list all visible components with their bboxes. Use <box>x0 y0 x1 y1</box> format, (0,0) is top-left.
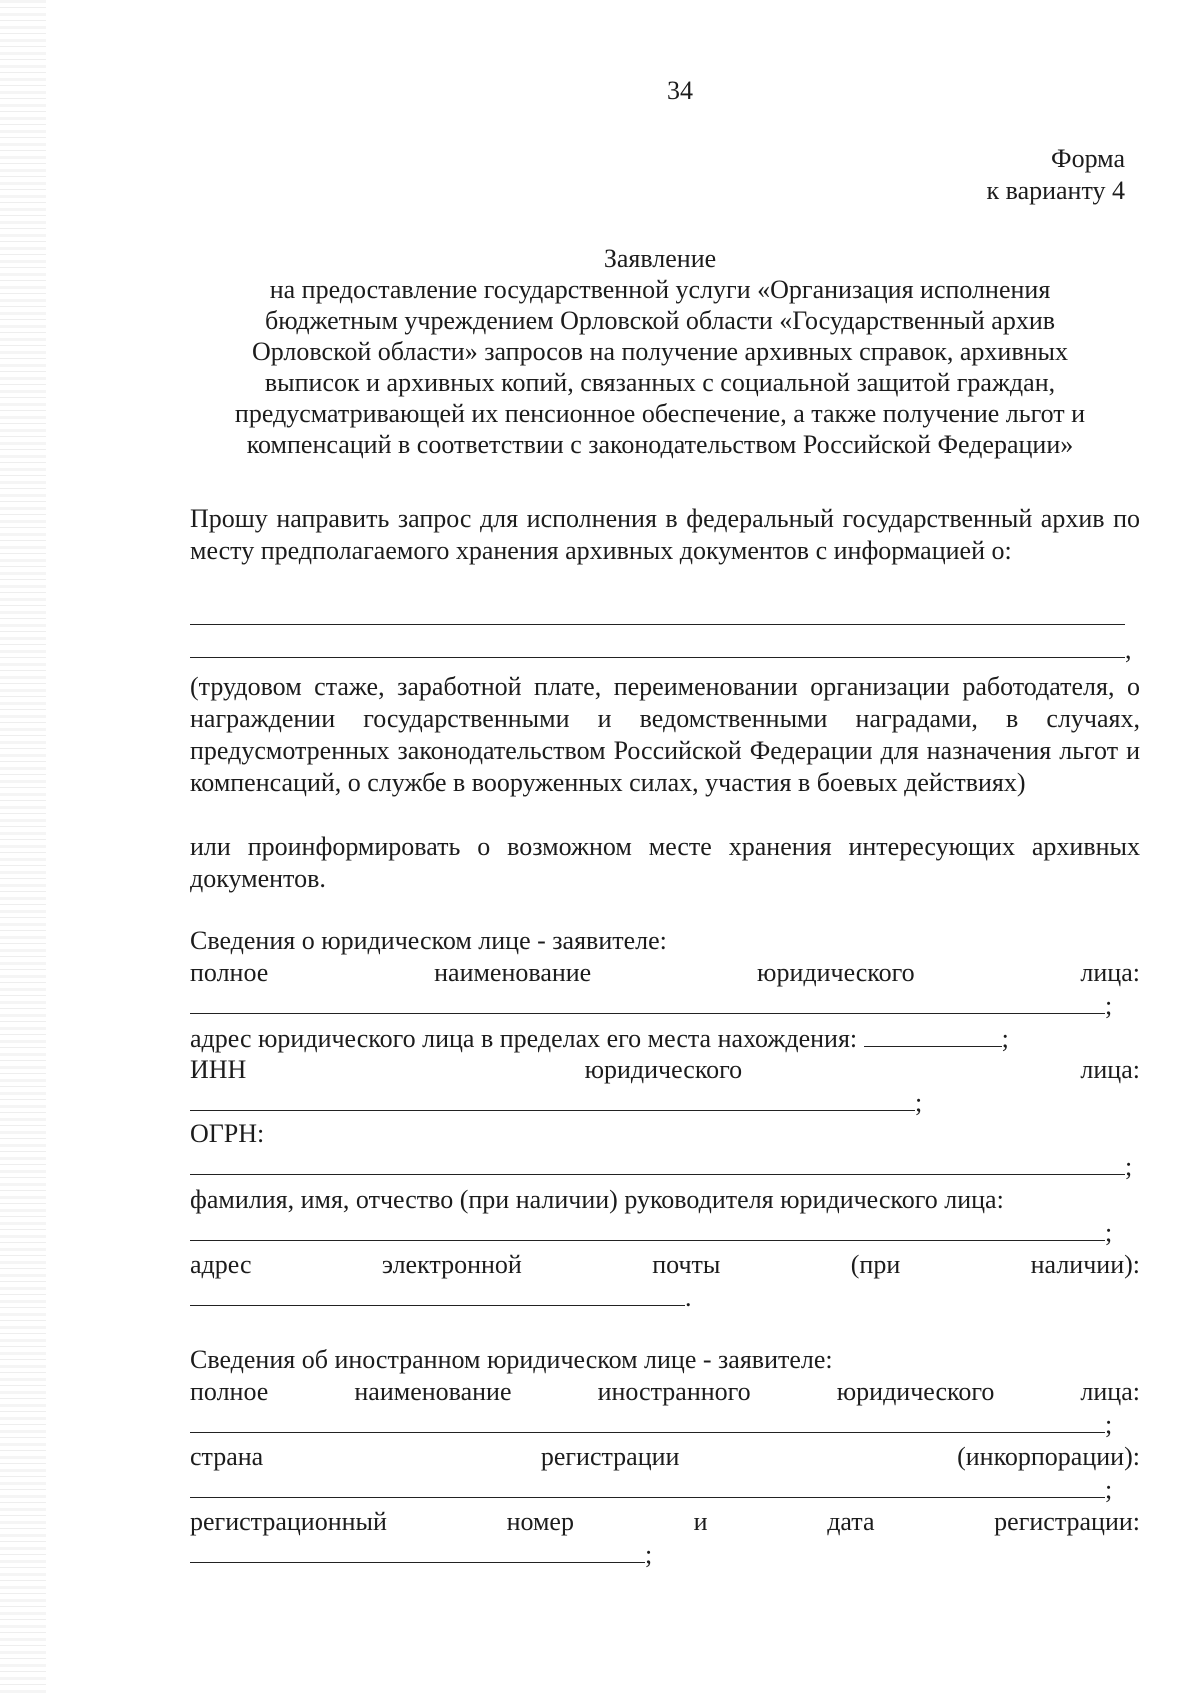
heading-line: выписок и архивных копий, связанных с социальной защитой граждан, <box>264 368 1056 397</box>
info-blank-line-1[interactable] <box>190 600 1125 632</box>
foreign-entity-reg-field[interactable]: ; <box>190 1538 652 1570</box>
heading-line: Орловской области» запросов на получение архивных справок, архивных <box>252 337 1068 366</box>
document-heading <box>180 243 1140 460</box>
form-label <box>987 143 1126 207</box>
details-paragraph: (трудовом стаже, заработной плате, переименовании организации работодателя, о награждении государственными и ведомственными наградами, в случаях, предусмотренных законодательством Российской Федерации для назначения льгот и компенсаций, о службе в вооруженных силах, участия в боевых действиях) <box>190 672 1140 797</box>
legal-entity-full-name-field[interactable]: ; <box>190 989 1112 1021</box>
legal-entity-full-name-label: полное наименование юридического лица: <box>190 958 1140 987</box>
legal-entity-address-field[interactable] <box>864 1022 1002 1047</box>
legal-entity-email-field[interactable]: . <box>190 1281 692 1313</box>
foreign-entity-full-name-field[interactable]: ; <box>190 1408 1112 1440</box>
foreign-entity-section-title: Сведения об иностранном юридическом лице - заявителе: <box>190 1345 833 1374</box>
request-paragraph: Прошу направить запрос для исполнения в федеральный государственный архив по месту предполагаемого хранения архивных документов с информацией о: <box>190 504 1140 565</box>
form-label-line-1: Форма <box>1051 144 1125 173</box>
legal-entity-address-row: адрес юридического лица в пределах его места нахождения: ; <box>190 1024 1009 1053</box>
heading-line: бюджетным учреждением Орловской области «Государственный архив <box>264 306 1056 335</box>
legal-entity-ogrn-label: ОГРН: <box>190 1119 265 1148</box>
document-title: Заявление <box>603 244 717 273</box>
heading-line: предусматривающей их пенсионное обеспечение, а также получение льгот и <box>234 399 1086 428</box>
foreign-entity-country-label: страна регистрации (инкорпорации): <box>190 1442 1140 1471</box>
legal-entity-inn-label: ИНН юридического лица: <box>190 1055 1140 1084</box>
legal-entity-head-name-field[interactable]: ; <box>190 1216 1112 1248</box>
legal-entity-ogrn-field[interactable]: ; <box>190 1150 1132 1182</box>
legal-entity-address-label: адрес юридического лица в пределах его места нахождения: <box>190 1024 858 1053</box>
scan-edge-noise <box>0 0 46 1697</box>
heading-line: компенсаций в соответствии с законодательством Российской Федерации» <box>246 430 1074 459</box>
heading-line: на предоставление государственной услуги «Организация исполнения <box>269 275 1051 304</box>
form-label-line-2: к варианту 4 <box>986 176 1125 205</box>
legal-entity-head-name-label: фамилия, имя, отчество (при наличии) руководителя юридического лица: <box>190 1185 1004 1214</box>
foreign-entity-full-name-label: полное наименование иностранного юридического лица: <box>190 1377 1140 1406</box>
legal-entity-section-title: Сведения о юридическом лице - заявителе: <box>190 926 667 955</box>
foreign-entity-country-field[interactable]: ; <box>190 1473 1112 1505</box>
page-number: 34 <box>667 76 693 105</box>
foreign-entity-reg-label: регистрационный номер и дата регистрации: <box>190 1507 1140 1536</box>
info-blank-line-2[interactable]: , <box>190 633 1132 665</box>
legal-entity-email-label: адрес электронной почты (при наличии): <box>190 1250 1140 1279</box>
legal-entity-inn-field[interactable]: ; <box>190 1086 922 1118</box>
inform-paragraph: или проинформировать о возможном месте хранения интересующих архивных документов. <box>190 832 1140 893</box>
